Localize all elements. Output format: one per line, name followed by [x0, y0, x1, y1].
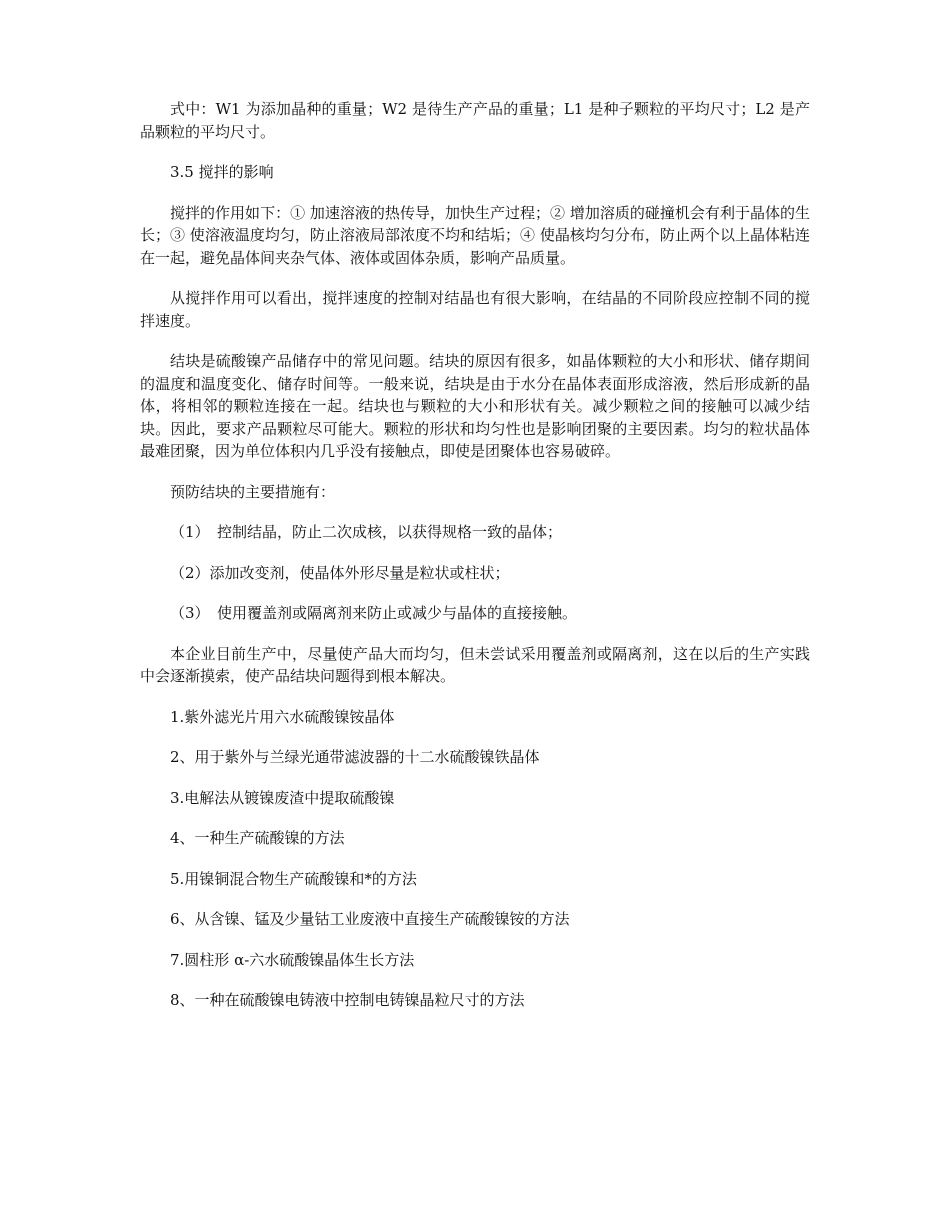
- related-item: 3.电解法从镀镍废渣中提取硫酸镍: [170, 788, 395, 807]
- related-item: 8、一种在硫酸镍电铸液中控制电铸镍晶粒尺寸的方法: [170, 991, 525, 1009]
- related-item: 4、一种生产硫酸镍的方法: [170, 829, 345, 847]
- related-item: 1.紫外滤光片用六水硫酸镍铵晶体: [170, 707, 395, 726]
- prevention-measure-3: （3） 使用覆盖剂或隔离剂来防止或减少与晶体的直接接触。: [170, 604, 578, 622]
- prevention-measure-1: （1） 控制结晶，防止二次成核，以获得规格一致的晶体；: [170, 523, 563, 541]
- related-item: 2、用于紫外与兰绿光通带滤波器的十二水硫酸镍铁晶体: [170, 748, 540, 766]
- caking-prevention-heading: 预防结块的主要措施有：: [170, 482, 336, 501]
- related-item: 6、从含镍、锰及少量钴工业废液中直接生产硫酸镍铵的方法: [170, 910, 570, 928]
- section-heading-stirring: 3.5 搅拌的影响: [170, 163, 274, 181]
- stirring-speed-paragraph: 从搅拌作用可以看出，搅拌速度的控制对结晶也有很大影响，在结晶的不同阶段应控制不同的搅拌速度。: [140, 289, 810, 330]
- related-item: 5.用镍铜混合物生产硫酸镍和*的方法: [170, 869, 417, 888]
- related-item: 7.圆柱形 α-六水硫酸镍晶体生长方法: [170, 950, 415, 969]
- stirring-effects-paragraph: 搅拌的作用如下：① 加速溶液的热传导，加快生产过程；② 增加溶质的碰撞机会有利于晶体的生长；③ 使溶液温度均匀，防止溶液局部浓度不均和结垢；④ 使晶核均匀分布，防止两个以上晶体粘连在一起，避免晶体间夹杂气体、液体或固体杂质，影响产品质量。: [140, 203, 810, 267]
- formula-explanation: 式中：W1 为添加晶种的重量；W2 是待生产产品的重量；L1 是种子颗粒的平均尺寸；L2 是产品颗粒的平均尺寸。: [140, 100, 810, 141]
- caking-paragraph: 结块是硫酸镍产品储存中的常见问题。结块的原因有很多，如晶体颗粒的大小和形状、储存期间的温度和温度变化、储存时间等。一般来说，结块是由于水分在晶体表面形成溶液，然后形成新的晶体，将相邻的颗粒连接在一起。结块也与颗粒的大小和形状有关。减少颗粒之间的接触可以减少结块。因此，要求产品颗粒尽可能大。颗粒的形状和均匀性也是影响团聚的主要因素。均匀的粒状晶体最难团聚，因为单位体积内几乎没有接触点，即使是团聚体也容易破碎。: [140, 352, 810, 460]
- prevention-measure-2: （2）添加改变剂，使晶体外形尽量是粒状或柱状；: [170, 563, 510, 582]
- enterprise-practice-paragraph: 本企业目前生产中，尽量使产品大而均匀，但未尝试采用覆盖剂或隔离剂，这在以后的生产实践中会逐渐摸索，使产品结块问题得到根本解决。: [140, 644, 810, 685]
